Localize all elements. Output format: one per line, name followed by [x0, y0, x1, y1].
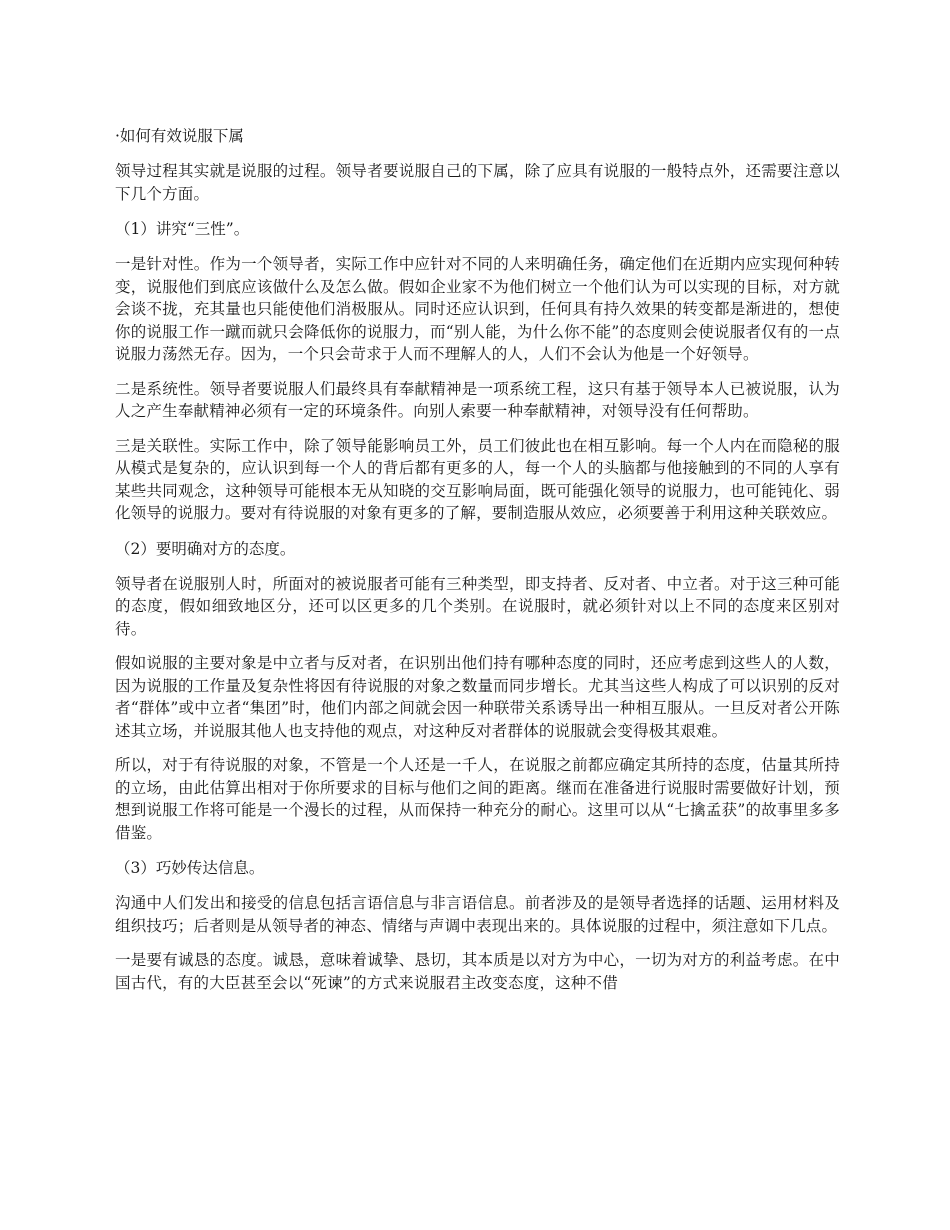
paragraph: 一是针对性。作为一个领导者，实际工作中应针对不同的人来明确任务，确定他们在近期内应实现何种转变，说服他们到底应该做什么及怎么做。假如企业家不为他们树立一个他们认为可以实现的目标，对方就会谈不拢，充其量也只能使他们消极服从。同时还应认识到，任何具有持久效果的转变都是渐进的，想使你的说服工作一蹴而就只会降低你的说服力，而“别人能，为什么你不能”的态度则会使说服者仅有的一点说服力荡然无存。因为，一个只会苛求于人而不理解人的人，人们不会认为他是一个好领导。	[115, 255, 840, 363]
document-title: ·如何有效说服下属	[115, 127, 244, 145]
paragraph: 一是要有诚恳的态度。诚恳，意味着诚挚、恳切，其本质是以对方为中心，一切为对方的利益考虑。在中国古代，有的大臣甚至会以“死谏”的方式来说服君主改变态度，这种不借	[115, 951, 840, 992]
paragraph: 领导者在说服别人时，所面对的被说服者可能有三种类型，即支持者、反对者、中立者。对于这三种可能的态度，假如细致地区分，还可以区更多的几个类别。在说服时，就必须针对以上不同的态度来区别对待。	[115, 574, 840, 638]
section-heading: （3）巧妙传达信息。	[115, 859, 265, 877]
paragraph: 假如说服的主要对象是中立者与反对者，在识别出他们持有哪种态度的同时，还应考虑到这些人的人数，因为说服的工作量及复杂性将因有待说服的对象之数量而同步增长。尤其当这些人构成了可以识别的反对者“群体”或中立者“集团”时，他们内部之间就会因一种联带关系诱导出一种相互服从。一旦反对者公开陈述其立场，并说服其他人也支持他的观点，对这种反对者群体的说服就会变得极其艰难。	[115, 654, 840, 740]
paragraph: 沟通中人们发出和接受的信息包括言语信息与非言语信息。前者涉及的是领导者选择的话题、运用材料及组织技巧；后者则是从领导者的神态、情绪与声调中表现出来的。具体说服的过程中，须注意如下几点。	[115, 894, 840, 935]
section-heading: （1）讲究“三性”。	[115, 220, 250, 238]
document-page	[115, 124, 840, 1006]
paragraph: 三是关联性。实际工作中，除了领导能影响员工外，员工们彼此也在相互影响。每一个人内在而隐秘的服从模式是复杂的，应认识到每一个人的背后都有更多的人，每一个人的头脑都与他接触到的不同的人享有某些共同观念，这种领导可能根本无从知晓的交互影响局面，既可能强化领导的说服力，也可能钝化、弱化领导的说服力。要对有待说服的对象有更多的了解，要制造服从效应，必须要善于利用这种关联效应。	[115, 436, 840, 522]
section-heading: （2）要明确对方的态度。	[115, 539, 296, 558]
paragraph: 领导过程其实就是说服的过程。领导者要说服自己的下属，除了应具有说服的一般特点外，还需要注意以下几个方面。	[115, 162, 840, 203]
paragraph: 二是系统性。领导者要说服人们最终具有奉献精神是一项系统工程，这只有基于领导本人已被说服，认为人之产生奉献精神必须有一定的环境条件。向别人索要一种奉献精神，对领导没有任何帮助。	[115, 379, 840, 420]
paragraph: 所以，对于有待说服的对象，不管是一个人还是一千人，在说服之前都应确定其所持的态度，估量其所持的立场，由此估算出相对于你所要求的目标与他们之间的距离。继而在准备进行说服时需要做好计划，预想到说服工作将可能是一个漫长的过程，从而保持一种充分的耐心。这里可以从“七擒孟获”的故事里多多借鉴。	[115, 756, 840, 842]
